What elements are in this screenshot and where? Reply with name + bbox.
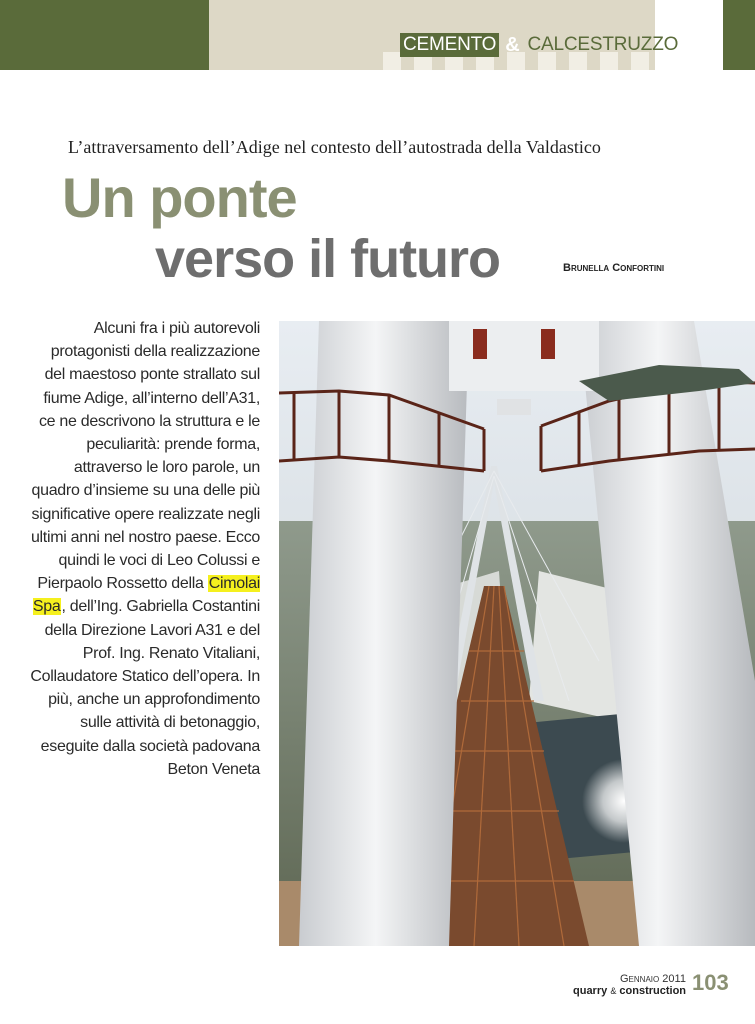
intro-text-start: Alcuni fra i più autorevoli protagonisti della realizzazione del maestoso ponte strallato sul fiume Adige, all’interno dell’A31, ce ne descrivono la struttura e le peculiarità: prende forma, attraverso le loro parole, un quadro d’insieme su una delle più significative opere realizzate negli ultimi anni nel nostro paese. Ecco quindi le voci di Leo Colussi e Pierpaolo Rossetto della xyxy=(30,320,260,593)
intro-text-end: , dell’Ing. Gabriella Costantini della Direzione Lavori A31 e del Prof. Ing. Renato Vitaliani, Collaudatore Statico dell’opera. In più, anche un approfondimento sulle attività di betonaggio, eseguite dalla società padovana Beton Veneta xyxy=(30,598,260,778)
header-band-left xyxy=(0,0,209,70)
header-band-right xyxy=(723,0,755,70)
magazine-name-part-2: construction xyxy=(619,985,687,997)
article-title-line-1: Un ponte xyxy=(62,166,297,229)
footer-magazine-name xyxy=(573,985,686,997)
magazine-name-ampersand: & xyxy=(610,986,617,996)
article-title-line-2: verso il futuro xyxy=(155,229,501,289)
footer-date: Gennaio 2011 xyxy=(620,973,686,985)
article-author: Brunella Confortini xyxy=(563,262,665,274)
bridge-photo xyxy=(279,321,755,946)
section-word-2: CALCESTRUZZO xyxy=(527,34,679,55)
article-intro xyxy=(30,317,260,781)
magazine-name-part-1: quarry xyxy=(573,985,608,997)
page-number: 103 xyxy=(692,970,729,995)
section-ampersand: & xyxy=(505,33,520,56)
section-title xyxy=(400,33,678,57)
intro-highlight-company: Cimolai Spa xyxy=(32,575,260,616)
article-kicker: L’attraversamento dell’Adige nel contesto dell’autostrada della Valdastico xyxy=(68,137,601,157)
section-word-1: CEMENTO xyxy=(400,33,499,57)
